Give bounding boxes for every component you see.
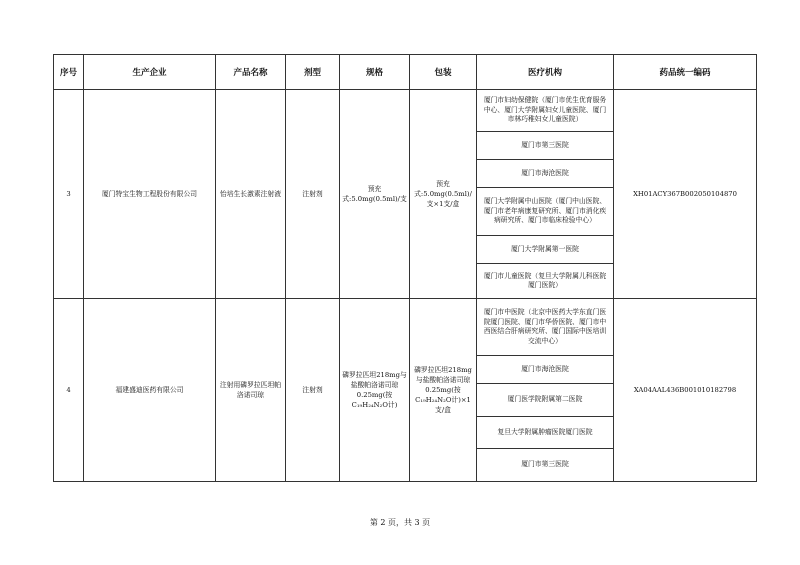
header-package: 包装	[410, 55, 477, 90]
row-code: XA04AAL436B001010182798	[614, 299, 757, 482]
row-product: 注射用磷罗拉匹坦帕洛诺司琼	[216, 299, 286, 482]
row-index: 3	[54, 90, 84, 299]
drug-table	[53, 54, 757, 482]
row-company: 厦门特宝生物工程股份有限公司	[84, 90, 216, 299]
header-index: 序号	[54, 55, 84, 90]
row-institution: 厦门市第三医院	[477, 132, 614, 160]
row-package: 磷罗拉匹坦218mg与盐酸帕洛诺司琼0.25mg(按C₁₉H₂₄N₂O计)×1支/盒	[410, 299, 477, 482]
row-product: 怡培生长激素注射液	[216, 90, 286, 299]
header-code: 药品统一编码	[614, 55, 757, 90]
table-row	[54, 299, 757, 356]
row-institution: 厦门市海沧医院	[477, 356, 614, 384]
row-spec: 磷罗拉匹坦218mg与盐酸帕洛诺司琼0.25mg(按C₁₉H₂₄N₂O计)	[340, 299, 410, 482]
header-institution: 医疗机构	[477, 55, 614, 90]
row-institution: 厦门市儿童医院（复旦大学附属儿科医院厦门医院）	[477, 264, 614, 299]
page-footer: 第 2 页，共 3 页	[369, 518, 431, 527]
header-company: 生产企业	[84, 55, 216, 90]
header-spec: 规格	[340, 55, 410, 90]
row-institution: 厦门医学院附属第二医院	[477, 384, 614, 417]
header-row	[54, 55, 757, 90]
row-code: XH01ACY367B002050104870	[614, 90, 757, 299]
row-institution: 复旦大学附属肿瘤医院厦门医院	[477, 417, 614, 449]
row-institution: 厦门市海沧医院	[477, 160, 614, 188]
table-row	[54, 90, 757, 132]
row-institution: 厦门大学附属中山医院（厦门中山医院、厦门市老年病康复研究所、厦门市消化疾病研究所、厦门市临床检验中心）	[477, 188, 614, 236]
row-institution: 厦门市妇幼保健院（厦门市优生优育服务中心、厦门大学附属妇女儿童医院、厦门市林巧稚妇女儿童医院）	[477, 90, 614, 132]
header-dosage-form: 剂型	[286, 55, 340, 90]
row-institution: 厦门市第三医院	[477, 449, 614, 482]
row-package: 预充式:5.0mg(0.5ml)/支×1支/盒	[410, 90, 477, 299]
row-spec: 预充式:5.0mg(0.5ml)/支	[340, 90, 410, 299]
row-institution: 厦门大学附属第一医院	[477, 236, 614, 264]
row-dosage-form: 注射剂	[286, 299, 340, 482]
row-company: 福建盛迪医药有限公司	[84, 299, 216, 482]
row-index: 4	[54, 299, 84, 482]
row-institution: 厦门市中医院（北京中医药大学东直门医院厦门医院、厦门市华侨医院、厦门市中西医结合肝病研究所、厦门国际中医培训交流中心）	[477, 299, 614, 356]
header-product: 产品名称	[216, 55, 286, 90]
row-dosage-form: 注射剂	[286, 90, 340, 299]
